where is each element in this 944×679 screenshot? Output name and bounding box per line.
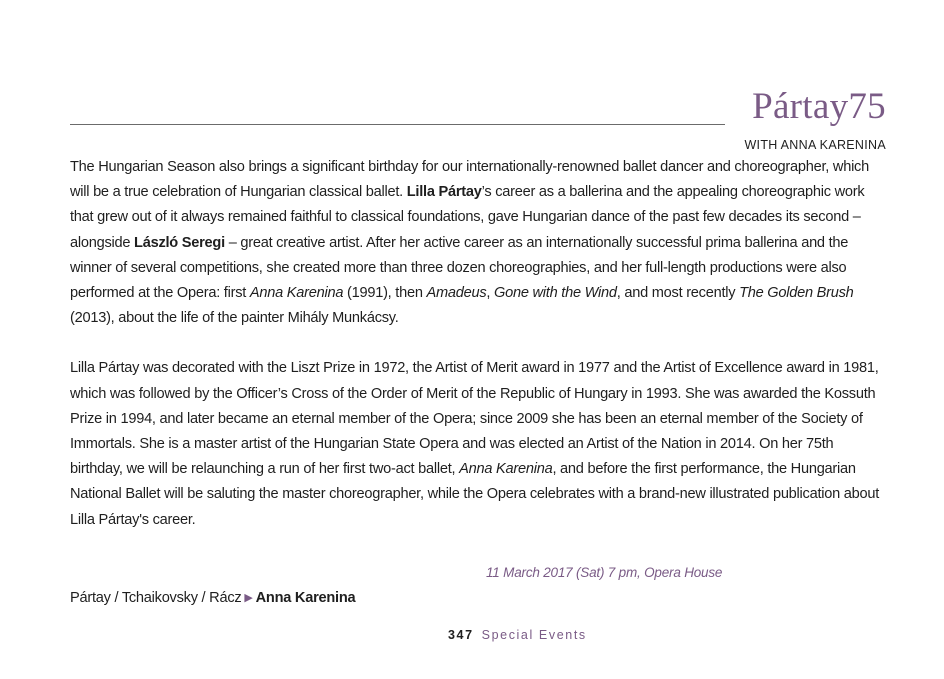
text-segment: – great creative artist. After her active career as an internationally successful prima ballerina and the winner of several competitions, she created more than three dozen choreographies, and her full-length productions were also performed at the Opera: first [70, 234, 849, 302]
performance-work-title: Anna Karenina [255, 590, 356, 606]
credits-names: Pártay / Tchaikovsky / Rácz [70, 590, 242, 606]
text-segment: (2013), about the life of the painter Mihály Munkácsy. [70, 310, 399, 327]
performance-credits [70, 590, 355, 606]
section-name: Special Events [481, 628, 587, 642]
paragraph-1 [70, 155, 880, 331]
header-rule [70, 124, 725, 125]
article-body [70, 155, 880, 533]
text-segment: (1991), then [343, 285, 427, 302]
page-number: 347 [448, 628, 474, 642]
page-subtitle: WITH ANNA KARENINA [744, 138, 886, 152]
text-segment: Lilla Pártay was decorated with the Liszt Prize in 1972, the Artist of Merit award in 1977 and the Artist of Excellence award in 1981, which was followed by the Officer’s Cross of the Order of Merit of the Republic of Hungary in 1993. She was awarded the Kossuth Prize in 1994, and later became an eternal member of the Opera; since 2009 she has been an eternal member of the Society of Immortals. She is a master artist of the Hungarian State Opera and was elected an Artist of the Nation in 2014. On her 75th birthday, we will be relaunching a run of her first two-act ballet, [70, 360, 879, 478]
page-title: Pártay75 [752, 86, 886, 127]
text-segment: ’s career as a ballerina and the appealing choreographic work that grew out of it always remained faithful to classical foundations, gave Hungarian dance of the past few decades its second – alongside [70, 184, 865, 251]
text-segment: , [486, 285, 495, 302]
work-title-golden-brush: The Golden Brush [739, 285, 854, 302]
paragraph-2 [70, 356, 880, 532]
person-name-laszlo-seregi: László Seregi [134, 234, 225, 251]
page-footer [448, 628, 587, 642]
performance-date: 11 March 2017 (Sat) 7 pm, Opera House [486, 565, 723, 580]
work-title-anna-karenina: Anna Karenina [249, 285, 344, 302]
text-segment: , and before the first performance, the Hungarian National Ballet will be saluting the master choreographer, while the Opera celebrates with a brand-new illustrated publication about Lilla Pártay's career. [70, 461, 880, 528]
text-segment: The Hungarian Season also brings a significant birthday for our internationally-renowned ballet dancer and choreographer, which will be a true celebration of Hungarian classical ballet. [70, 159, 869, 201]
text-segment: , and most recently [616, 285, 740, 302]
work-title-amadeus: Amadeus [426, 285, 487, 302]
triangle-arrow-icon: ▶ [244, 592, 253, 604]
work-title-gone-with-the-wind: Gone with the Wind [494, 285, 617, 302]
person-name-lilla-partay: Lilla Pártay [406, 184, 482, 201]
work-title-anna-karenina: Anna Karenina [459, 461, 553, 478]
